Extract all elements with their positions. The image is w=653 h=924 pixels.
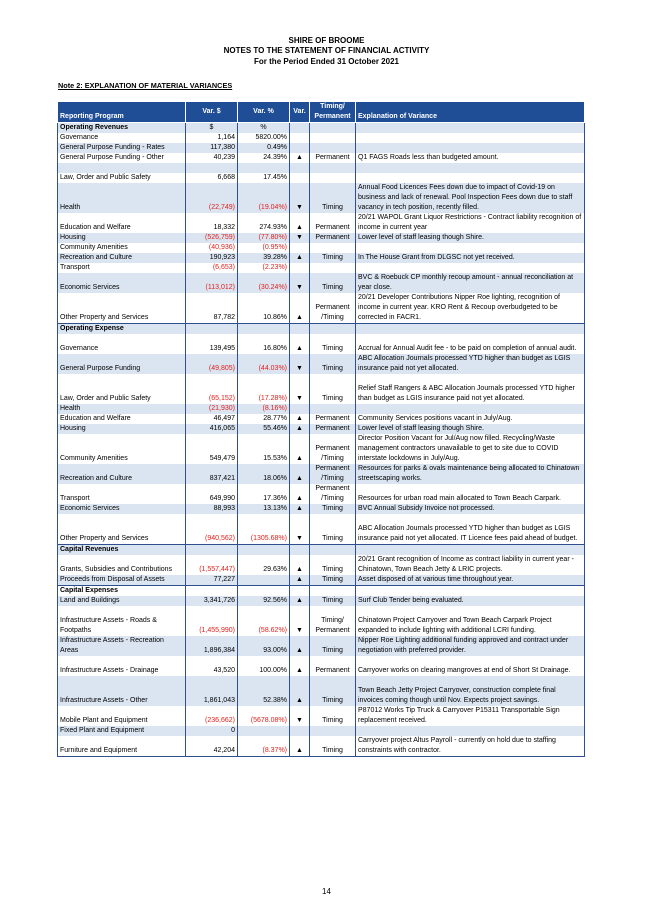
- table-row: [58, 636, 585, 656]
- var-arrow-icon: ▲: [290, 153, 310, 163]
- var-pct-cell: (0.95%): [238, 243, 290, 253]
- var-amount-cell: 190,923: [186, 253, 238, 263]
- var-amount-cell: (22,749): [186, 183, 238, 213]
- table-row: [58, 243, 585, 253]
- program-cell: Infrastructure Assets - Recreation Areas: [58, 636, 186, 656]
- explanation-cell: Resources for urban road main allocated to Town Beach Carpark.: [356, 484, 585, 504]
- program-cell: Furniture and Equipment: [58, 736, 186, 757]
- explanation-cell: [356, 726, 585, 736]
- var-arrow-icon: ▲: [290, 656, 310, 676]
- var-pct-cell: [238, 726, 290, 736]
- var-amount-cell: (1,557,447): [186, 555, 238, 575]
- table-row: [58, 656, 585, 676]
- explanation-cell: [356, 404, 585, 414]
- var-pct-cell: (1305.68%): [238, 514, 290, 544]
- page-number: 14: [322, 887, 331, 896]
- program-cell: Housing: [58, 424, 186, 434]
- program-cell: Economic Services: [58, 273, 186, 293]
- var-arrow-icon: ▼: [290, 606, 310, 636]
- program-cell: Capital Expenses: [58, 585, 186, 596]
- table-row: [58, 253, 585, 263]
- var-arrow-icon: ▲: [290, 636, 310, 656]
- var-amount-cell: (65,152): [186, 374, 238, 404]
- timing-cell: [310, 404, 356, 414]
- explanation-cell: Community Services positions vacant in July/Aug.: [356, 414, 585, 424]
- program-cell: Recreation and Culture: [58, 464, 186, 484]
- explanation-cell: [356, 263, 585, 273]
- col-header-explanation: Explanation of Variance: [356, 102, 585, 123]
- program-cell: Law, Order and Public Safety: [58, 374, 186, 404]
- timing-cell: Timing: [310, 676, 356, 706]
- var-amount-cell: (40,936): [186, 243, 238, 253]
- table-row: [58, 575, 585, 586]
- program-cell: General Purpose Funding: [58, 354, 186, 374]
- timing-cell: Timing: [310, 273, 356, 293]
- timing-cell: Timing: [310, 636, 356, 656]
- var-arrow-icon: ▼: [290, 514, 310, 544]
- var-pct-cell: (30.24%): [238, 273, 290, 293]
- table-row: [58, 233, 585, 243]
- var-pct-cell: 15.53%: [238, 434, 290, 464]
- explanation-cell: [356, 123, 585, 134]
- var-pct-cell: (17.28%): [238, 374, 290, 404]
- var-pct-cell: [238, 324, 290, 335]
- timing-cell: Timing: [310, 253, 356, 263]
- table-row: [58, 676, 585, 706]
- var-arrow-icon: ▲: [290, 504, 310, 514]
- table-row: [58, 334, 585, 354]
- var-arrow-icon: [290, 585, 310, 596]
- timing-cell: Timing: [310, 575, 356, 586]
- timing-cell: Permanent: [310, 424, 356, 434]
- timing-cell: Timing: [310, 183, 356, 213]
- var-amount-cell: 46,497: [186, 414, 238, 424]
- program-cell: Infrastructure Assets - Other: [58, 676, 186, 706]
- var-pct-cell: 5820.00%: [238, 133, 290, 143]
- var-amount-cell: 40,239: [186, 153, 238, 163]
- program-cell: Governance: [58, 334, 186, 354]
- timing-cell: [310, 324, 356, 335]
- table-row: [58, 484, 585, 504]
- var-amount-cell: (6,653): [186, 263, 238, 273]
- var-amount-cell: 549,479: [186, 434, 238, 464]
- var-amount-cell: 837,421: [186, 464, 238, 484]
- timing-cell: Timing: [310, 555, 356, 575]
- explanation-cell: [356, 544, 585, 555]
- explanation-cell: Lower level of staff leasing though Shire.: [356, 233, 585, 243]
- section-header-row: [58, 123, 585, 134]
- program-cell: Capital Revenues: [58, 544, 186, 555]
- program-cell: Infrastructure Assets - Drainage: [58, 656, 186, 676]
- program-cell: Grants, Subsidies and Contributions: [58, 555, 186, 575]
- timing-cell: Timing: [310, 596, 356, 606]
- var-pct-cell: [238, 163, 290, 173]
- var-amount-cell: (49,805): [186, 354, 238, 374]
- table-row: [58, 133, 585, 143]
- var-pct-cell: %: [238, 123, 290, 134]
- var-amount-cell: 88,993: [186, 504, 238, 514]
- explanation-cell: Town Beach Jetty Project Carryover, construction complete final invoices coming though until Nov. Expects project savings.: [356, 676, 585, 706]
- program-cell: Operating Revenues: [58, 123, 186, 134]
- col-header-timing: Timing/ Permanent: [310, 102, 356, 123]
- var-pct-cell: [238, 575, 290, 586]
- var-pct-cell: 0.49%: [238, 143, 290, 153]
- var-pct-cell: 24.39%: [238, 153, 290, 163]
- var-pct-cell: 17.36%: [238, 484, 290, 504]
- var-amount-cell: 18,332: [186, 213, 238, 233]
- table-row: [58, 555, 585, 575]
- table-row: [58, 143, 585, 153]
- program-cell: Community Amenities: [58, 434, 186, 464]
- var-pct-cell: (44.03%): [238, 354, 290, 374]
- var-pct-cell: (8.16%): [238, 404, 290, 414]
- program-cell: Other Property and Services: [58, 293, 186, 324]
- var-amount-cell: (1,455,990): [186, 606, 238, 636]
- col-header-program: Reporting Program: [58, 102, 186, 123]
- program-cell: Fixed Plant and Equipment: [58, 726, 186, 736]
- var-amount-cell: (236,662): [186, 706, 238, 726]
- timing-cell: Permanent: [310, 153, 356, 163]
- table-row: [58, 424, 585, 434]
- col-header-var-pct: Var. %: [238, 102, 290, 123]
- var-pct-cell: 17.45%: [238, 173, 290, 183]
- var-pct-cell: 274.93%: [238, 213, 290, 233]
- program-cell: Community Amenities: [58, 243, 186, 253]
- explanation-cell: Carryover project Altus Payroll - currently on hold due to staffing constraints with contractor.: [356, 736, 585, 757]
- explanation-cell: [356, 133, 585, 143]
- table-row: [58, 434, 585, 464]
- table-row: [58, 213, 585, 233]
- timing-cell: Permanent: [310, 656, 356, 676]
- var-arrow-icon: ▲: [290, 736, 310, 757]
- var-pct-cell: 92.56%: [238, 596, 290, 606]
- timing-cell: Timing: [310, 736, 356, 757]
- timing-cell: [310, 544, 356, 555]
- var-amount-cell: [186, 544, 238, 555]
- table-row: [58, 183, 585, 213]
- table-row: [58, 606, 585, 636]
- table-body: [58, 123, 585, 757]
- var-pct-cell: [238, 585, 290, 596]
- var-arrow-icon: [290, 404, 310, 414]
- var-amount-cell: [186, 585, 238, 596]
- report-title: NOTES TO THE STATEMENT OF FINANCIAL ACTIVITY: [223, 46, 430, 55]
- var-pct-cell: 39.28%: [238, 253, 290, 263]
- var-amount-cell: 43,520: [186, 656, 238, 676]
- var-arrow-icon: [290, 173, 310, 183]
- program-cell: Transport: [58, 484, 186, 504]
- var-arrow-icon: [290, 163, 310, 173]
- report-period: For the Period Ended 31 October 2021: [254, 57, 399, 66]
- explanation-cell: Asset disposed of at various time throughout year.: [356, 575, 585, 586]
- var-pct-cell: (58.62%): [238, 606, 290, 636]
- explanation-cell: [356, 243, 585, 253]
- explanation-cell: BVC Annual Subsidy Invoice not processed.: [356, 504, 585, 514]
- var-arrow-icon: ▲: [290, 464, 310, 484]
- table-row: [58, 706, 585, 726]
- explanation-cell: Resources for parks & ovals maintenance being allocated to Chinatown streetscaping works.: [356, 464, 585, 484]
- explanation-cell: [356, 143, 585, 153]
- program-cell: Health: [58, 183, 186, 213]
- var-pct-cell: (8.37%): [238, 736, 290, 757]
- var-pct-cell: 52.38%: [238, 676, 290, 706]
- var-arrow-icon: ▲: [290, 424, 310, 434]
- timing-cell: Timing: [310, 706, 356, 726]
- col-header-var-arrow: Var.: [290, 102, 310, 123]
- table-row: [58, 153, 585, 163]
- var-pct-cell: 18.06%: [238, 464, 290, 484]
- var-arrow-icon: ▼: [290, 374, 310, 404]
- var-amount-cell: 77,227: [186, 575, 238, 586]
- table-row: [58, 464, 585, 484]
- program-cell: Education and Welfare: [58, 414, 186, 424]
- explanation-cell: ABC Allocation Journals processed YTD higher than budget as LGIS insurance paid not yet allocated. IT Licence fees paid ahead of budget.: [356, 514, 585, 544]
- program-cell: Housing: [58, 233, 186, 243]
- timing-cell: Permanent: [310, 213, 356, 233]
- program-cell: Recreation and Culture: [58, 253, 186, 263]
- timing-cell: Timing/ Permanent: [310, 606, 356, 636]
- table-row: [58, 404, 585, 414]
- program-cell: Proceeds from Disposal of Assets: [58, 575, 186, 586]
- explanation-cell: Annual Food Licences Fees down due to impact of Covid-19 on business and lack of renewal. Pool Inspection Fees down due to staff vacancy in tech position, recently filled.: [356, 183, 585, 213]
- var-pct-cell: (19.04%): [238, 183, 290, 213]
- var-amount-cell: [186, 324, 238, 335]
- timing-cell: Timing: [310, 504, 356, 514]
- program-cell: Operating Expense: [58, 324, 186, 335]
- var-pct-cell: 13.13%: [238, 504, 290, 514]
- timing-cell: [310, 143, 356, 153]
- var-arrow-icon: ▲: [290, 434, 310, 464]
- var-arrow-icon: ▲: [290, 575, 310, 586]
- var-pct-cell: 29.63%: [238, 555, 290, 575]
- var-amount-cell: 139,495: [186, 334, 238, 354]
- report-org: SHIRE OF BROOME: [288, 36, 365, 45]
- explanation-cell: BVC & Roebuck CP monthly recoup amount - annual reconciliation at year close.: [356, 273, 585, 293]
- timing-cell: [310, 163, 356, 173]
- section-header-row: [58, 585, 585, 596]
- timing-cell: Permanent /Timing: [310, 434, 356, 464]
- table-row: [58, 263, 585, 273]
- var-arrow-icon: [290, 263, 310, 273]
- explanation-cell: Accrual for Annual Audit fee - to be paid on completion of annual audit.: [356, 334, 585, 354]
- variance-table: [57, 101, 585, 757]
- var-pct-cell: 10.86%: [238, 293, 290, 324]
- var-arrow-icon: ▼: [290, 273, 310, 293]
- program-cell: Other Property and Services: [58, 514, 186, 544]
- explanation-cell: 20/21 WAPOL Grant Liquor Restrictions - Contract liability recognition of income in current year: [356, 213, 585, 233]
- explanation-cell: Director Position Vacant for Jul/Aug now filled. Recycling/Waste management contractors unavailable to get to site due to COVID interstate lockdowns in July/Aug.: [356, 434, 585, 464]
- explanation-cell: [356, 173, 585, 183]
- explanation-cell: Lower level of staff leasing though Shire.: [356, 424, 585, 434]
- table-row: [58, 293, 585, 324]
- program-cell: Education and Welfare: [58, 213, 186, 233]
- table-row: [58, 726, 585, 736]
- timing-cell: Permanent: [310, 233, 356, 243]
- var-amount-cell: 6,668: [186, 173, 238, 183]
- table-row: [58, 354, 585, 374]
- var-amount-cell: [186, 163, 238, 173]
- program-cell: Mobile Plant and Equipment: [58, 706, 186, 726]
- table-row: [58, 504, 585, 514]
- explanation-cell: Carryover works on clearing mangroves at end of Short St Drainage.: [356, 656, 585, 676]
- table-header-row: [58, 102, 585, 123]
- var-amount-cell: 649,990: [186, 484, 238, 504]
- var-arrow-icon: ▲: [290, 334, 310, 354]
- var-amount-cell: (940,562): [186, 514, 238, 544]
- program-cell: Infrastructure Assets - Roads & Footpaths: [58, 606, 186, 636]
- var-arrow-icon: ▲: [290, 676, 310, 706]
- var-amount-cell: (526,759): [186, 233, 238, 243]
- table-row: [58, 514, 585, 544]
- program-cell: [58, 163, 186, 173]
- var-amount-cell: 117,380: [186, 143, 238, 153]
- var-amount-cell: (113,012): [186, 273, 238, 293]
- var-arrow-icon: ▼: [290, 183, 310, 213]
- table-row: [58, 414, 585, 424]
- var-arrow-icon: ▲: [290, 253, 310, 263]
- section-header-row: [58, 544, 585, 555]
- program-cell: Economic Services: [58, 504, 186, 514]
- var-pct-cell: 100.00%: [238, 656, 290, 676]
- var-pct-cell: 55.46%: [238, 424, 290, 434]
- var-arrow-icon: [290, 143, 310, 153]
- program-cell: General Purpose Funding - Other: [58, 153, 186, 163]
- explanation-cell: [356, 585, 585, 596]
- timing-cell: [310, 133, 356, 143]
- explanation-cell: [356, 324, 585, 335]
- var-arrow-icon: ▲: [290, 596, 310, 606]
- var-arrow-icon: [290, 726, 310, 736]
- program-cell: Land and Buildings: [58, 596, 186, 606]
- var-pct-cell: (2.23%): [238, 263, 290, 273]
- var-arrow-icon: ▼: [290, 233, 310, 243]
- table-row: [58, 273, 585, 293]
- var-arrow-icon: ▲: [290, 293, 310, 324]
- var-arrow-icon: [290, 324, 310, 335]
- section-header-row: [58, 324, 585, 335]
- timing-cell: Permanent /Timing: [310, 484, 356, 504]
- var-arrow-icon: [290, 243, 310, 253]
- var-amount-cell: $: [186, 123, 238, 134]
- explanation-cell: In The House Grant from DLGSC not yet received.: [356, 253, 585, 263]
- explanation-cell: Chinatown Project Carryover and Town Beach Carpark Project expanded to include lighting with additional LCRI funding.: [356, 606, 585, 636]
- note-title: Note 2: EXPLANATION OF MATERIAL VARIANCES: [58, 81, 233, 90]
- explanation-cell: 20/21 Developer Contributions Nipper Roe lighting, recognition of income in current year. KRO Rent & Recoup overbudgeted to be corrected in FACR1.: [356, 293, 585, 324]
- explanation-cell: Relief Staff Rangers & ABC Allocation Journals processed YTD higher than budget as LGIS insurance paid not yet allocated.: [356, 374, 585, 404]
- var-amount-cell: 0: [186, 726, 238, 736]
- program-cell: General Purpose Funding - Rates: [58, 143, 186, 153]
- var-amount-cell: 416,065: [186, 424, 238, 434]
- explanation-cell: Nipper Roe Lighting additional funding approved and contract under negotiation with preferred provider.: [356, 636, 585, 656]
- var-arrow-icon: ▲: [290, 213, 310, 233]
- timing-cell: [310, 263, 356, 273]
- var-pct-cell: 28.77%: [238, 414, 290, 424]
- var-pct-cell: 16.80%: [238, 334, 290, 354]
- timing-cell: Permanent /Timing: [310, 293, 356, 324]
- var-arrow-icon: ▼: [290, 354, 310, 374]
- table-row: [58, 163, 585, 173]
- var-arrow-icon: ▲: [290, 555, 310, 575]
- timing-cell: [310, 585, 356, 596]
- timing-cell: Permanent: [310, 414, 356, 424]
- explanation-cell: 20/21 Grant recognition of Income as contract liability in current year - Chinatown, Town Beach Jetty & LRIC projects.: [356, 555, 585, 575]
- var-amount-cell: 1,896,384: [186, 636, 238, 656]
- explanation-cell: Q1 FAGS Roads less than budgeted amount.: [356, 153, 585, 163]
- var-amount-cell: 87,782: [186, 293, 238, 324]
- var-pct-cell: 93.00%: [238, 636, 290, 656]
- var-amount-cell: (21,930): [186, 404, 238, 414]
- timing-cell: Timing: [310, 374, 356, 404]
- timing-cell: [310, 726, 356, 736]
- table-row: [58, 173, 585, 183]
- var-arrow-icon: ▲: [290, 414, 310, 424]
- var-pct-cell: (77.80%): [238, 233, 290, 243]
- col-header-var-amount: Var. $: [186, 102, 238, 123]
- program-cell: Law, Order and Public Safety: [58, 173, 186, 183]
- timing-cell: [310, 173, 356, 183]
- table-row: [58, 596, 585, 606]
- var-amount-cell: 1,861,043: [186, 676, 238, 706]
- table-row: [58, 374, 585, 404]
- explanation-cell: P87012 Works Tip Truck & Carryover P15311 Transportable Sign replacement received.: [356, 706, 585, 726]
- program-cell: Transport: [58, 263, 186, 273]
- var-amount-cell: 1,164: [186, 133, 238, 143]
- var-arrow-icon: [290, 123, 310, 134]
- table-row: [58, 736, 585, 757]
- var-pct-cell: [238, 544, 290, 555]
- var-arrow-icon: [290, 544, 310, 555]
- var-arrow-icon: ▼: [290, 706, 310, 726]
- explanation-cell: [356, 163, 585, 173]
- var-arrow-icon: [290, 133, 310, 143]
- explanation-cell: Surf Club Tender being evaluated.: [356, 596, 585, 606]
- timing-cell: Timing: [310, 514, 356, 544]
- explanation-cell: ABC Allocation Journals processed YTD higher than budget as LGIS insurance paid not yet allocated.: [356, 354, 585, 374]
- var-amount-cell: 42,204: [186, 736, 238, 757]
- program-cell: Health: [58, 404, 186, 414]
- var-pct-cell: (5678.08%): [238, 706, 290, 726]
- var-amount-cell: 3,341,726: [186, 596, 238, 606]
- var-arrow-icon: ▲: [290, 484, 310, 504]
- timing-cell: Timing: [310, 334, 356, 354]
- timing-cell: [310, 123, 356, 134]
- timing-cell: Permanent /Timing: [310, 464, 356, 484]
- program-cell: Governance: [58, 133, 186, 143]
- timing-cell: [310, 243, 356, 253]
- timing-cell: Timing: [310, 354, 356, 374]
